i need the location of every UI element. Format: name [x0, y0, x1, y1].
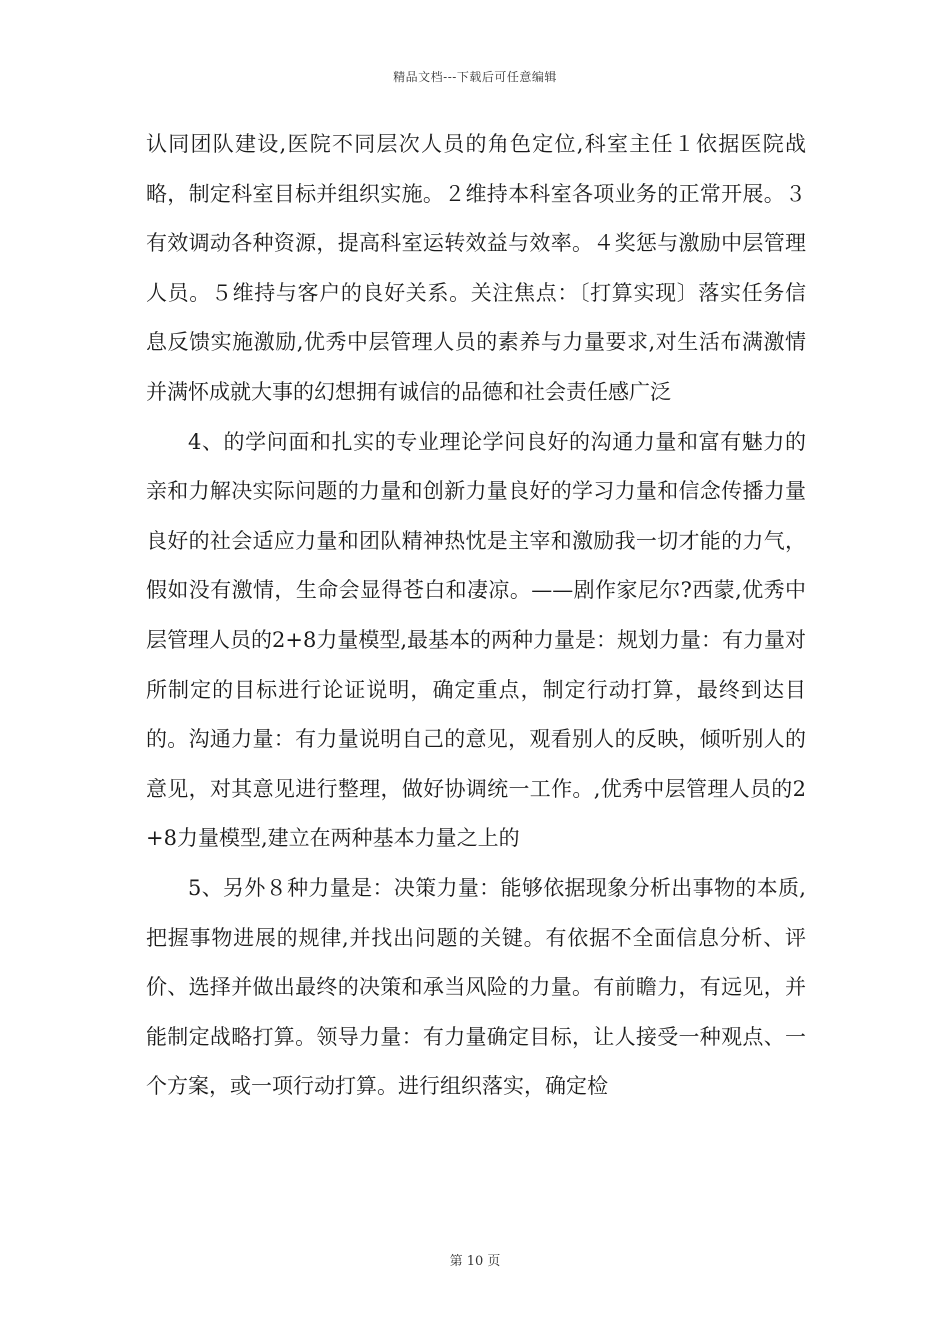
- document-body: [146, 120, 806, 1112]
- paragraph-2: 4、的学问面和扎实的专业理论学问良好的沟通力量和富有魅力的亲和力解决实际问题的力量和创新力量良好的学习力量和信念传播力量良好的社会适应力量和团队精神热忱是主宰和激励我一切才能的力气，假如没有激情，生命会显得苍白和凄凉。——剧作家尼尔?西蒙,优秀中层管理人员的2+8力量模型,最基本的两种力量是：规划力量：有力量对所制定的目标进行论证说明，确定重点，制定行动打算，最终到达目的。沟通力量：有力量说明自己的意见，观看别人的反映，倾听别人的意见，对其意见进行整理，做好协调统一工作。,优秀中层管理人员的2+8力量模型,建立在两种基本力量之上的: [146, 429, 806, 851]
- page-number: 第 10 页: [449, 1254, 501, 1269]
- paragraph-1: 认同团队建设,医院不同层次人员的角色定位,科室主任１依据医院战略，制定科室目标并组织实施。２维持本科室各项业务的正常开展。３有效调动各种资源，提高科室运转效益与效率。４奖惩与激励中层管理人员。５维持与客户的良好关系。关注焦点：〔打算实现〕落实任务信息反馈实施激励,优秀中层管理人员的素养与力量要求,对生活布满激情并满怀成就大事的幻想拥有诚信的品德和社会责任感广泛: [146, 132, 806, 404]
- paragraph-3: 5、另外８种力量是：决策力量：能够依据现象分析出事物的本质,把握事物进展的规律,并找出问题的关键。有依据不全面信息分析、评价、选择并做出最终的决策和承当风险的力量。有前瞻力，有远见，并能制定战略打算。领导力量：有力量确定目标，让人接受一种观点、一个方案，或一项行动打算。进行组织落实，确定检: [146, 875, 806, 1099]
- page-header: 精品文档---下载后可任意编辑: [393, 70, 557, 84]
